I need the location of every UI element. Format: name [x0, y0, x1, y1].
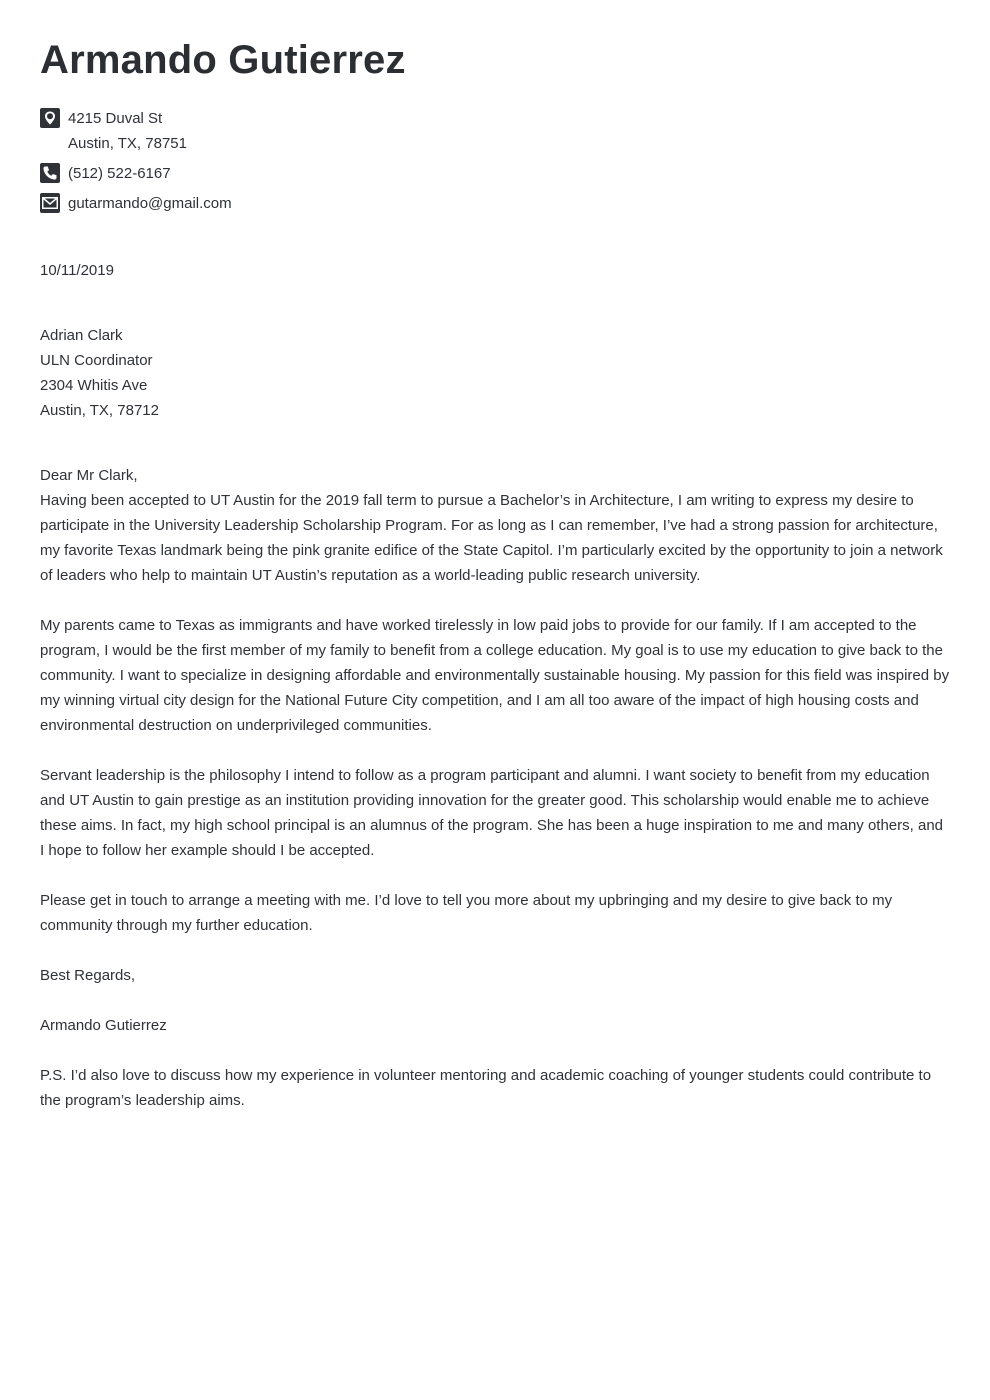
recipient-block — [40, 323, 950, 423]
letter-closing: Best Regards, — [40, 967, 136, 984]
letter-greeting: Dear Mr Clark, — [40, 467, 138, 484]
letter-paragraph: Servant leadership is the philosophy I intend to follow as a program participant and alumni. I want society to benefit from my education and UT Austin to gain prestige as an institution providing innovation for the greater good. This scholarship would enable me to achieve these aims. In fact, my high school principal is an alumnus of the program. She has been a huge inspiration to me and many others, and I hope to follow her example should I be accepted. — [40, 767, 944, 859]
letter-body — [40, 463, 950, 1113]
envelope-icon — [40, 193, 60, 213]
sender-phone: (512) 522-6167 — [68, 165, 171, 182]
letter-paragraph: Having been accepted to UT Austin for the 2019 fall term to pursue a Bachelor’s in Architecture, I am writing to express my desire to participate in the University Leadership Scholarship Program. For as long as I can remember, I’ve had a strong passion for architecture, my favorite Texas landmark being the pink granite edifice of the State Capitol. I’m particularly excited by the opportunity to join a network of leaders who help to maintain UT Austin’s reputation as a world-leading public research university. — [40, 492, 943, 584]
recipient-name: Adrian Clark — [40, 327, 123, 344]
sender-email-row — [40, 191, 950, 216]
recipient-address-line1: 2304 Whitis Ave — [40, 377, 148, 394]
sender-email: gutarmando@gmail.com — [68, 195, 232, 212]
letter-paragraph: My parents came to Texas as immigrants and have worked tirelessly in low paid jobs to provide for our family. If I am accepted to the program, I would be the first member of my family to benefit from a college education. My goal is to use my education to give back to the community. I want to specialize in designing affordable and environmentally sustainable housing. My passion for this field was inspired by my winning virtual city design for the National Future City competition, and I am all too aware of the impact of high housing costs and environmental destruction on underprivileged communities. — [40, 617, 950, 734]
letter-paragraph: Please get in touch to arrange a meeting with me. I’d love to tell you more about my upbringing and my desire to give back to my community through my further education. — [40, 892, 893, 934]
sender-address-line1: 4215 Duval St — [68, 110, 163, 127]
sender-address-row — [40, 106, 950, 156]
recipient-address-line2: Austin, TX, 78712 — [40, 402, 159, 419]
sender-address-line2: Austin, TX, 78751 — [68, 135, 187, 152]
sender-phone-row — [40, 161, 950, 186]
phone-icon — [40, 163, 60, 183]
letter-signature: Armando Gutierrez — [40, 1017, 167, 1034]
sender-name: Armando Gutierrez — [40, 38, 406, 82]
letter-postscript: P.S. I’d also love to discuss how my experience in volunteer mentoring and academic coaching of younger students could contribute to the program’s leadership aims. — [40, 1067, 932, 1109]
sender-address — [68, 106, 187, 156]
recipient-title: ULN Coordinator — [40, 352, 153, 369]
sender-contact — [40, 106, 950, 216]
letter-date: 10/11/2019 — [40, 262, 114, 279]
location-pin-icon — [40, 108, 60, 128]
